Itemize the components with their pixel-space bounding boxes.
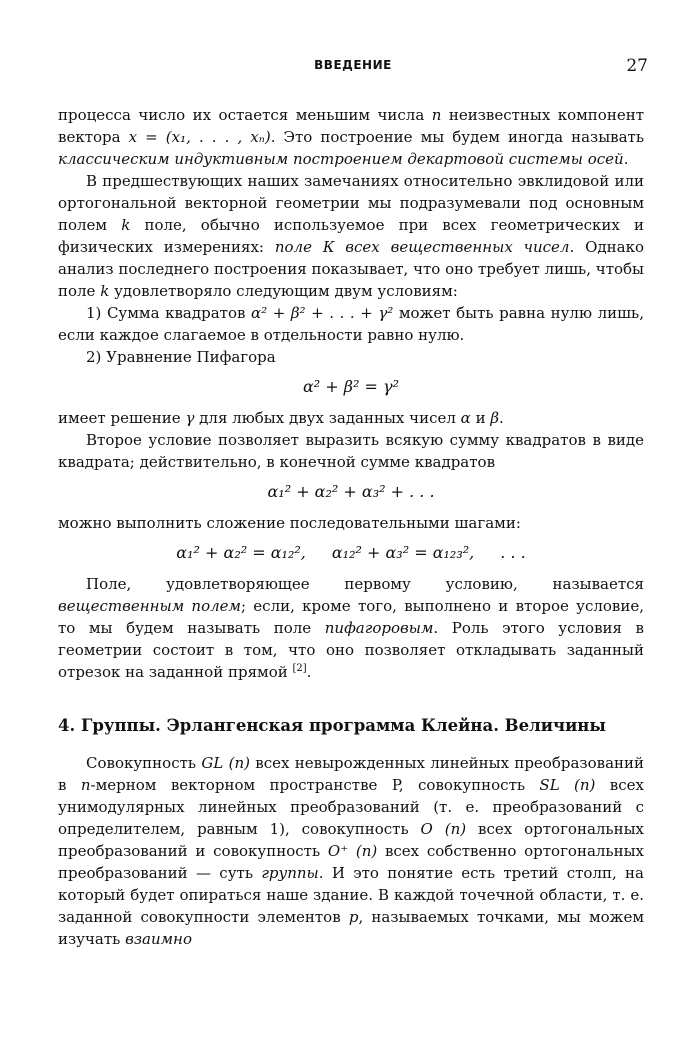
text-run: всех унимодулярных линейных преобразований (т. е. преобразований с определителем, равным 1), совокупность (58, 776, 644, 838)
page-body (58, 104, 644, 950)
emphasized-term: взаимно (125, 930, 192, 948)
paragraph-euclidean (58, 170, 644, 302)
formula-ellipsis: . . . (500, 543, 526, 562)
text-run: процесса число их остается меньшим числа (58, 106, 432, 124)
section-heading: 4. Группы. Эрлангенская программа Клейна. Величины (58, 716, 606, 735)
formula-pythagoras: α² + β² = γ² (302, 377, 399, 396)
paragraph-groups (58, 752, 644, 950)
text-run: и (470, 409, 491, 427)
text-run: удовлетворяло следующим двум условиям: (109, 282, 458, 300)
text-run: -мерном векторном пространстве (90, 776, 392, 794)
text-run: Поле, удовлетворяющее первому условию, называется (86, 575, 644, 593)
text-run: всех невырожденных линейных преобразований в (58, 754, 645, 794)
math-alpha: α (460, 409, 471, 427)
math-space-p: P (391, 776, 399, 794)
formula-sum-of-squares: α₁² + α₂² + α₃² + . . . (267, 482, 435, 501)
text-run: . Это построение мы будем иногда называть (270, 128, 644, 146)
text-run: может быть равна нулю лишь, если каждое слагаемое в отдельности равно нулю. (58, 304, 644, 344)
math-k: k (121, 216, 131, 234)
text-run: . (623, 150, 629, 168)
text-run: . (306, 663, 312, 681)
math-k: k (100, 282, 110, 300)
math-o-n: O (n) (420, 820, 467, 838)
page-header (58, 54, 648, 80)
math-sl-n: SL (n) (539, 776, 596, 794)
text-run: . И это понятие есть третий столп, на который будет опираться наше здание. В каждой точечной области, т. е. заданной совокупности элементов (58, 864, 644, 926)
text-run: для любых двух заданных чисел (194, 409, 461, 427)
text-run: Совокупность (86, 754, 202, 772)
text-run: . Однако анализ последнего построения показывает, что оно требует лишь, чтобы поле (58, 238, 644, 300)
math-sum-of-squares: α² + β² + . . . + γ² (250, 304, 394, 322)
math-n: n (80, 776, 91, 794)
paragraph-solution (58, 407, 644, 429)
condition-1 (58, 302, 644, 346)
paragraph-second-condition: Второе условие позволяет выразить всякую сумму квадратов в виде квадрата; действительно, в конечной сумме квадратов (58, 431, 644, 471)
text-run: ; если, кроме того, выполнено и второе условие, то мы будем называть поле (58, 597, 644, 637)
text-run: 1) Сумма квадратов (86, 304, 251, 322)
emphasized-term: поле К всех вещественных чисел (274, 238, 570, 256)
emphasized-term: группы (261, 864, 319, 882)
emphasized-term: классическим индуктивным построением декартовой системы осей (58, 150, 624, 168)
math-vector: x = (x₁, . . . , xₙ) (128, 128, 271, 146)
text-run: поле, обычно используемое при всех геометрических и физических измерениях: (58, 216, 644, 256)
math-p: p (348, 908, 359, 926)
paragraph-steps: можно выполнить сложение последовательными шагами: (58, 514, 521, 532)
formula-step-1: α₁² + α₂² = α₁₂², (176, 543, 306, 562)
text-run: неизвестных компонент вектора (58, 106, 645, 146)
emphasized-term: вещественным полем (58, 597, 241, 615)
text-run: , совокупность (398, 776, 540, 794)
text-run: всех собственно ортогональных преобразований — суть (58, 842, 644, 882)
condition-2: 2) Уравнение Пифагора (86, 348, 276, 366)
text-run: имеет решение (58, 409, 186, 427)
text-run: , называемых точками, мы можем изучать (58, 908, 644, 948)
text-run: всех ортогональных преобразований и совокупность (58, 820, 644, 860)
running-head: ВВЕДЕНИЕ (314, 58, 392, 72)
formula-steps (58, 541, 644, 565)
math-gl-n: GL (n) (201, 754, 250, 772)
math-beta: β (490, 409, 500, 427)
math-gamma: γ (185, 409, 195, 427)
text-run: . Роль этого условия в геометрии состоит в том, что оно позволяет откладывать заданный отрезок на заданной прямой (58, 619, 644, 681)
page-number: 27 (626, 56, 648, 76)
citation-ref[interactable]: [2] (292, 663, 307, 674)
formula-step-2: α₁₂² + α₃² = α₁₂₃², (331, 543, 475, 562)
paragraph-continuation (58, 104, 644, 170)
paragraph-field-definition (58, 573, 644, 683)
math-n: n (431, 106, 442, 124)
text-run: . (499, 409, 504, 427)
text-run: В предшествующих наших замечаниях относительно эвклидовой или ортогональной векторной геометрии мы подразумевали под основным полем (58, 172, 644, 234)
math-o-plus-n: O⁺ (n) (327, 842, 378, 860)
emphasized-term: пифагоровым (324, 619, 434, 637)
